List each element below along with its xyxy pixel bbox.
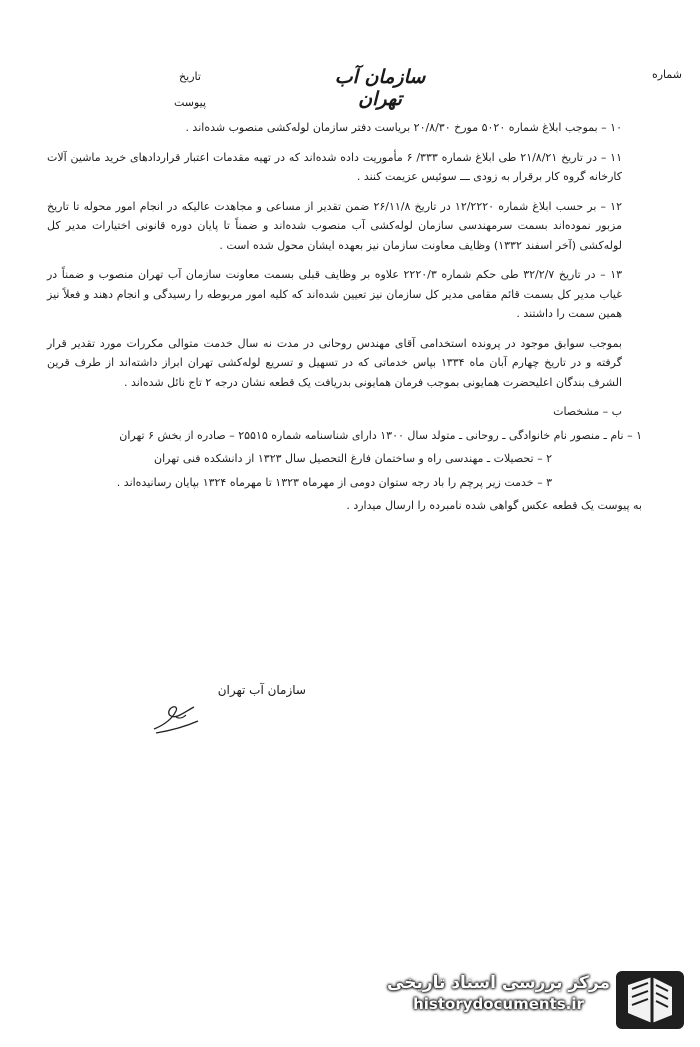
archive-name: مرکز بررسی اسناد تاریخی bbox=[387, 973, 610, 993]
archive-watermark bbox=[387, 965, 690, 1035]
spec-military-service: ۳ – خدمت زیر پرچم را باد رجه ستوان دومی از مهرماه ۱۳۲۳ تا مهرماه ۱۳۲۴ بپایان رسانیده‌اند . bbox=[116, 475, 552, 489]
paragraph-12: ۱۲ – بر حسب ابلاغ شماره ۱۲/۲۲۲۰ در تاریخ ۲۶/۱۱/۸ ضمن تقدیر از مساعی و مجاهدت عالیکه در انجام امور محوله تا تاریخ مزبور نموده‌اند بسمت سرمهندسی سازمان لوله‌کشی آب منصوب شده‌اند و ضمناً تا پایان دوره قانونی اختیارات مدیر کل لوله‌کشی (آخر اسفند ۱۳۳۲) وظایف معاونت سازمان نیز بعهده ایشان محول شده است . bbox=[47, 199, 622, 252]
letterhead-title: سازمان آب تهران bbox=[334, 66, 426, 110]
paragraph-service-record: بموجب سوابق موجود در پرونده استخدامی آقای مهندس روحانی در مدت نه سال خدمت متوالی مکررات مورد تقدیر قرار گرفته و در تاریخ چهارم آبان ماه ۱۳۳۴ بپاس خدماتی که در تسهیل و تسریع لوله‌کشی تهران ابراز داشته‌اند از طرف قرین الشرف بندگان اعلیحضرت همایونی بموجب فرمان همایونی بدریافت یک قطعه نشان درجه ۲ تاج نائل شده‌اند . bbox=[47, 336, 622, 389]
attachment-note: به پیوست یک قطعه عکس گواهی شده نامبرده را ارسال میدارد . bbox=[346, 499, 642, 512]
date-label: تاریخ bbox=[179, 70, 201, 83]
section-heading-specs: ب – مشخصات bbox=[553, 405, 622, 418]
paragraph-13: ۱۳ – در تاریخ ۳۲/۲/۷ طی حکم شماره ۲۲۲۰/۳ علاوه بر وظایف قبلی بسمت معاونت سازمان آب تهران منصوب و ضمناً در غیاب مدیر کل بسمت قائم مقامی مدیر کل سازمان نیز تعیین شده‌اند که کلیه امور مربوطه را رسیدگی و انجام دهند و فعلاً نیز همین سمت را داشتند . bbox=[47, 268, 623, 320]
spec-name: ۱ – نام ـ منصور نام خانوادگی ـ روحانی ـ متولد سال ۱۳۰۰ دارای شناسنامه شماره ۲۵۵۱۵ – صادره از بخش ۶ تهران bbox=[119, 428, 642, 442]
attachment-label: پیوست bbox=[173, 96, 207, 109]
archive-logo-icon bbox=[614, 967, 686, 1033]
number-label: شماره bbox=[651, 68, 682, 81]
paragraph-11: ۱۱ – در تاریخ ۲۱/۸/۲۱ طی ابلاغ شماره ۳۳۳/ ۶ مأموریت داده شده‌اند که در تهیه مقدمات اعتبار قراردادهای خرید ماشین آلات کارخانه گروه کار برقرار به زودی ـــ سوئیس عزیمت کنند . bbox=[47, 150, 622, 183]
watermark-text bbox=[387, 973, 610, 1013]
signature-block bbox=[96, 683, 306, 697]
handwritten-signature bbox=[146, 701, 206, 737]
paragraph-10: ۱۰ – بموجب ابلاغ شماره ۵۰۲۰ مورخ ۲۰/۸/۳۰ بریاست دفتر سازمان لوله‌کشی منصوب شده‌اند . bbox=[185, 121, 622, 134]
date-attachment-labels bbox=[170, 64, 210, 116]
spec-education: ۲ – تحصیلات ـ مهندسی راه و ساختمان فارغ التحصیل سال ۱۳۲۳ از دانشکده فنی تهران bbox=[153, 452, 552, 465]
signature-org: سازمان آب تهران bbox=[217, 683, 306, 697]
archive-url: historydocuments.ir bbox=[413, 995, 584, 1013]
letter-body bbox=[47, 118, 642, 526]
